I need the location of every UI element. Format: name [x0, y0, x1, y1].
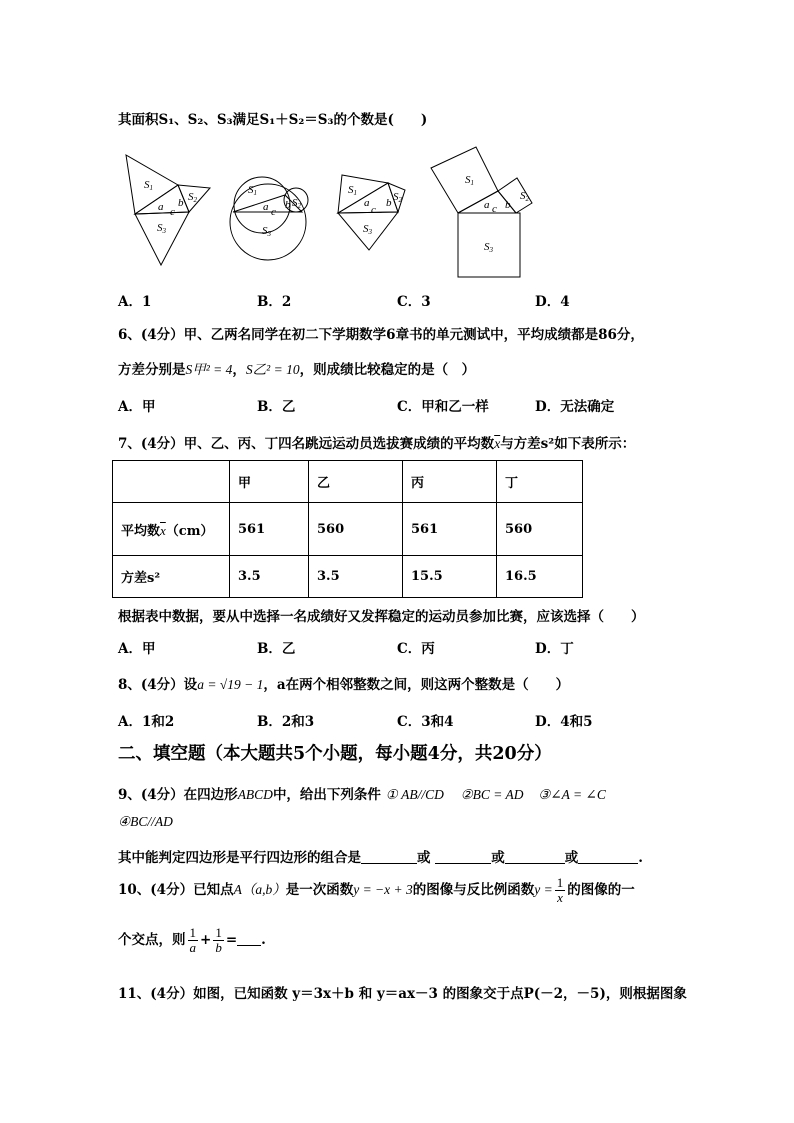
q7-after: 根据表中数据，要从中选择一名成绩好又发挥稳定的运动员参加比赛，应该选择（ ） [118, 609, 645, 625]
q8-option-a: A．1和2 [118, 714, 175, 730]
table-header-bing: 丙 [403, 461, 497, 503]
q5-stem: 其面积S₁、S₂、S₃满足S₁＋S₂＝S₃的个数是( ) [118, 112, 428, 128]
svg-text:a: a [484, 199, 490, 211]
q7-option-a: A．甲 [118, 641, 156, 657]
svg-text:S1: S1 [144, 179, 153, 192]
q6-expr-jia: S甲² = 4 [185, 362, 233, 377]
table-header-ding: 丁 [497, 461, 583, 503]
table-cell: 560 [497, 503, 583, 556]
table-cell: 16.5 [497, 556, 583, 598]
q8-option-b: B．2和3 [257, 714, 315, 730]
svg-text:b: b [285, 199, 291, 211]
figure-squares [431, 147, 532, 277]
q7-stem: 7、(4分）甲、乙、丙、丁四名跳远运动员选拔赛成绩的平均数$\overline{x}$与方差s²如下表所示： [118, 436, 636, 452]
q9-blank-1[interactable] [361, 849, 417, 864]
table-header-jia: 甲 [230, 461, 309, 503]
table-header-empty [113, 461, 230, 503]
svg-text:S3: S3 [262, 225, 271, 238]
svg-text:S3: S3 [157, 222, 166, 235]
q5-option-a: A．1 [118, 294, 152, 310]
q6-expr-yi: S乙² = 10 [245, 362, 300, 377]
table-row [113, 503, 583, 556]
q8-option-d: D．4和5 [535, 714, 593, 730]
svg-text:b: b [178, 197, 184, 209]
table-header-yi: 乙 [309, 461, 403, 503]
q10-fraction-1a: $\frac{1}{a}$ [189, 925, 196, 955]
q8-option-c: C．3和4 [397, 714, 454, 730]
q9-blank-4[interactable] [578, 849, 638, 864]
q10-blank[interactable] [237, 931, 261, 946]
q7-table [112, 460, 583, 598]
svg-text:S2: S2 [292, 197, 301, 210]
q9-stem: 9、(4分）在四边形ABCD中，给出下列条件 ① AB//CD ②BC = AD ③∠A = ∠C [118, 787, 606, 803]
svg-text:a: a [364, 197, 370, 209]
table-row-label-variance: 方差s² [113, 556, 230, 598]
svg-text:S1: S1 [348, 184, 357, 197]
q6-option-c: C．甲和乙一样 [397, 399, 489, 415]
q6-option-d: D．无法确定 [535, 399, 615, 415]
q8-expr: a = √19 − 1 [197, 677, 264, 692]
q9-blank-2[interactable] [435, 849, 491, 864]
svg-text:S3: S3 [363, 223, 372, 236]
q5-figures [0, 0, 794, 300]
table-header-row [113, 461, 583, 503]
table-cell: 15.5 [403, 556, 497, 598]
svg-text:a: a [263, 201, 269, 213]
figure-circles [230, 177, 308, 260]
q7-option-d: D．丁 [535, 641, 574, 657]
q10-func-inverse-fraction: $\frac{1}{x}$ [556, 875, 564, 905]
svg-text:c: c [271, 206, 276, 218]
svg-text:S3: S3 [484, 241, 493, 254]
q10-func-linear: y = −x + 3 [353, 882, 413, 897]
table-cell: 3.5 [230, 556, 309, 598]
svg-text:c: c [371, 204, 376, 216]
svg-text:S2: S2 [188, 191, 197, 204]
svg-text:S2: S2 [520, 190, 529, 203]
q10-stem: 10、(4分）已知点A（a,b）是一次函数y = −x + 3的图像与反比例函数y = $\frac{1}{x}$ 的图像的一 [118, 875, 635, 905]
svg-text:S1: S1 [248, 184, 257, 197]
q10-line2: 个交点，则 $\frac{1}{a}$ + $\frac{1}{b}$ = . [118, 925, 266, 955]
q10-fraction-1b: $\frac{1}{b}$ [215, 925, 222, 955]
q9-blank-3[interactable] [505, 849, 565, 864]
q5-option-d: D．4 [535, 294, 570, 310]
q8-stem: 8、(4分）设a = √19 − 1，a在两个相邻整数之间，则这两个整数是（ ） [118, 677, 570, 693]
q5-option-b: B．2 [257, 294, 292, 310]
figure-triangles [126, 155, 210, 265]
q9-condition-4: ④BC//AD [118, 814, 173, 829]
svg-text:S1: S1 [465, 174, 474, 187]
table-cell: 561 [403, 503, 497, 556]
svg-text:S2: S2 [393, 191, 402, 204]
q7-option-b: B．乙 [257, 641, 296, 657]
q11-stem: 11、(4分）如图，已知函数 y＝3x＋b 和 y＝ax－3 的图象交于点P(－2，－5)，则根据图象 [118, 986, 687, 1002]
svg-text:c: c [492, 203, 497, 215]
svg-text:a: a [158, 201, 164, 213]
q5-option-c: C．3 [397, 294, 431, 310]
table-cell: 560 [309, 503, 403, 556]
q6-stem: 6、(4分）甲、乙两名同学在初二下学期数学6章书的单元测试中，平均成绩都是86分， [118, 327, 644, 343]
svg-text:c: c [170, 206, 175, 218]
svg-text:b: b [505, 199, 511, 211]
q6-line2: 方差分别是S甲² = 4，S乙² = 10，则成绩比较稳定的是（ ） [118, 362, 476, 378]
q9-condition-1: ① AB//CD [385, 787, 444, 802]
q9-condition-2: ②BC = AD [460, 787, 524, 802]
q6-option-b: B．乙 [257, 399, 296, 415]
q7-option-c: C．丙 [397, 641, 435, 657]
table-cell: 561 [230, 503, 309, 556]
svg-text:b: b [386, 197, 392, 209]
section-2-title: 二、填空题（本大题共5个小题，每小题4分，共20分） [118, 744, 552, 764]
q6-option-a: A．甲 [118, 399, 156, 415]
table-row-label-mean: 平均数$\overline{x}(cm)$ [113, 503, 230, 556]
table-cell: 3.5 [309, 556, 403, 598]
q9-condition-3: ③∠A = ∠C [538, 787, 606, 802]
q9-answer-line: 其中能判定四边形是平行四边形的组合是 或 或 或 . [118, 850, 643, 866]
table-row [113, 556, 583, 598]
